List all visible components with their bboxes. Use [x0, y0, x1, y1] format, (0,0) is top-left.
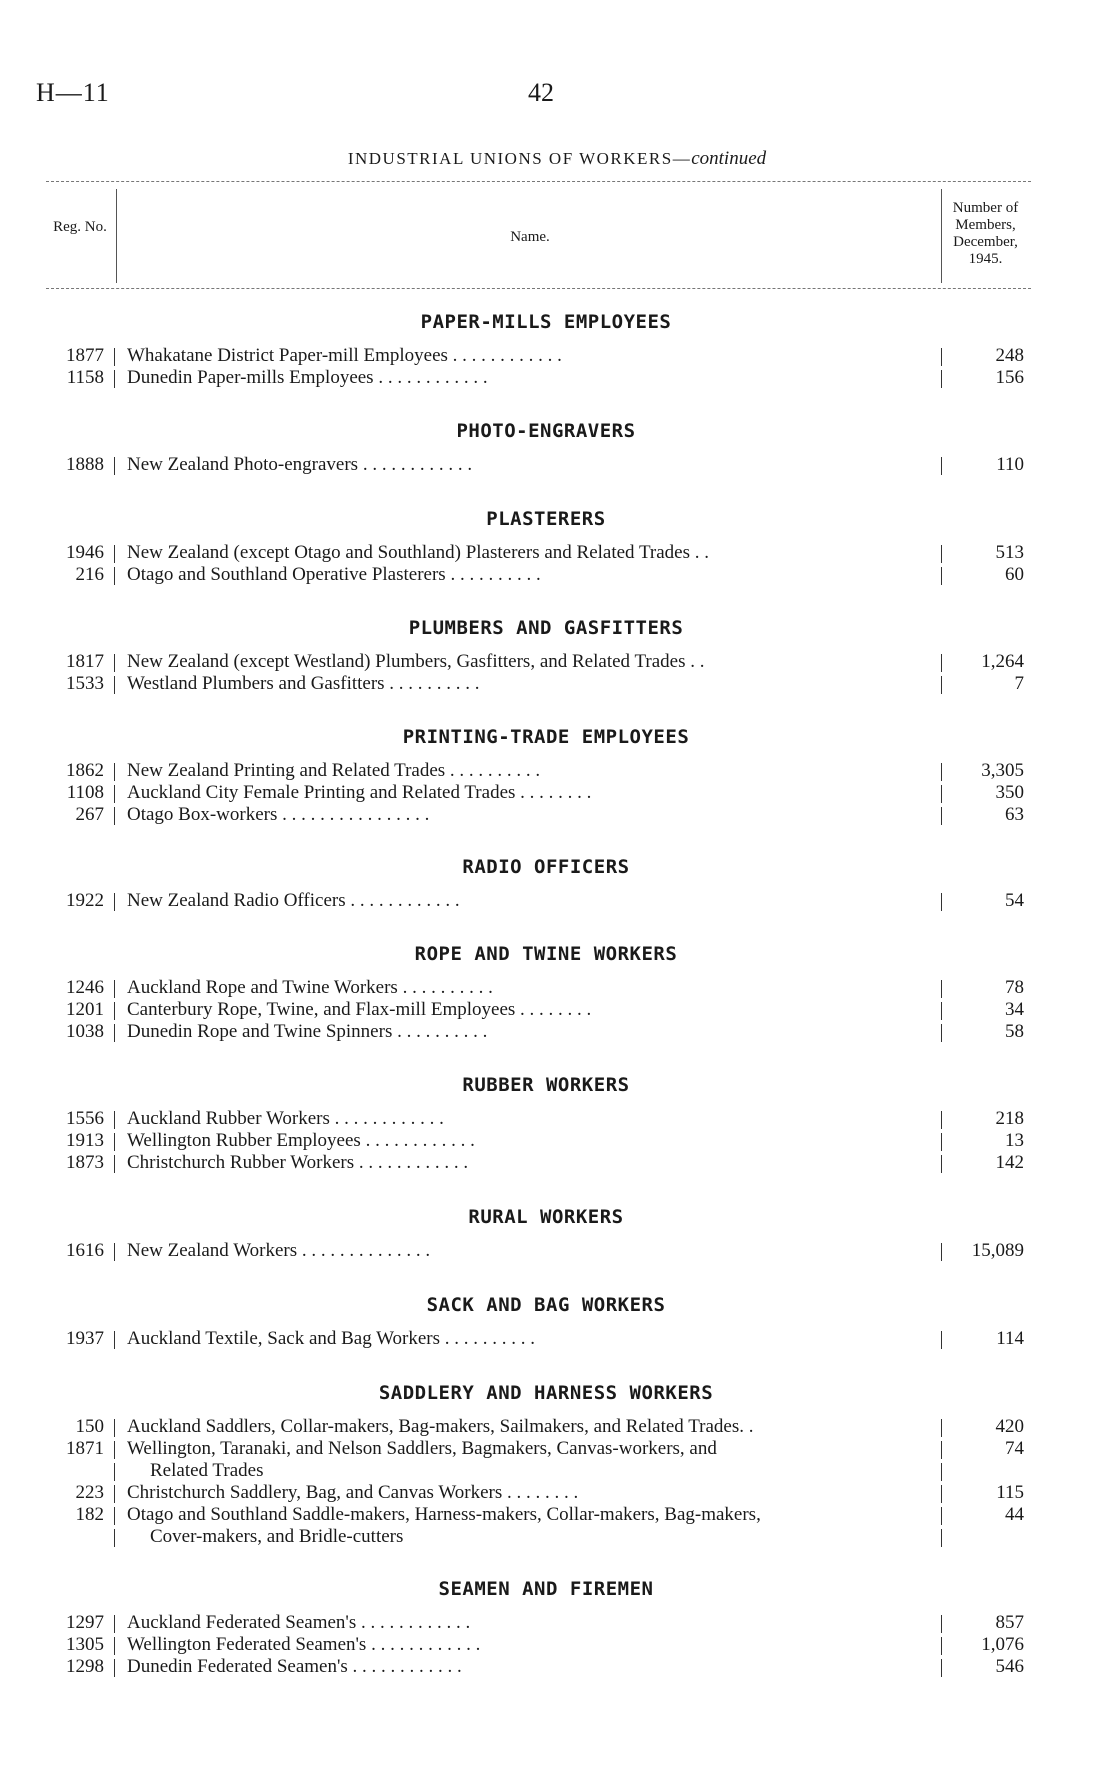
member-count: 420 [995, 1416, 1024, 1437]
column-rule-right [941, 1419, 942, 1437]
column-rule-right [941, 1463, 942, 1481]
union-name: New Zealand Workers . . . . . . . . . . . . . . [127, 1240, 431, 1261]
table-row [46, 782, 1031, 804]
table-row [46, 564, 1031, 586]
table-header-rule [46, 288, 1031, 289]
section-title: RADIO OFFICERS [462, 856, 630, 878]
union-name: Auckland Federated Seamen's . . . . . . . . . . . . [127, 1612, 471, 1633]
column-header-members: Number of Members, December, 1945. [952, 200, 1019, 267]
column-rule-right [941, 1441, 942, 1459]
column-rule-left [114, 1419, 115, 1437]
reg-number: 150 [75, 1416, 104, 1437]
union-name: Canterbury Rope, Twine, and Flax-mill Employees . . . . . . . . [127, 999, 592, 1020]
reg-number: 1817 [66, 651, 104, 672]
reg-number: 1201 [66, 999, 104, 1020]
column-rule-right [941, 1133, 942, 1151]
column-rule-left [114, 980, 115, 998]
section-title: SACK AND BAG WORKERS [426, 1294, 666, 1316]
member-count: 60 [1005, 564, 1024, 585]
union-name: Wellington Rubber Employees . . . . . . . . . . . . [127, 1130, 475, 1151]
union-name: Otago and Southland Operative Plasterers . . . . . . . . . . [127, 564, 541, 585]
column-rule-right [941, 1243, 942, 1261]
reg-number: 1158 [66, 367, 104, 388]
union-name: Auckland City Female Printing and Related Trades . . . . . . . . [127, 782, 592, 803]
member-count: 58 [1005, 1021, 1024, 1042]
reg-number: 1946 [66, 542, 104, 563]
member-count: 78 [1005, 977, 1024, 998]
column-rule-left [114, 1441, 115, 1459]
column-rule-left [114, 370, 115, 388]
member-count: 34 [1005, 999, 1024, 1020]
member-count: 1,076 [981, 1634, 1024, 1655]
column-header-reg-no: Reg. No. [53, 219, 107, 235]
union-name: Westland Plumbers and Gasfitters . . . . . . . . . . [127, 673, 480, 694]
member-count: 1,264 [981, 651, 1024, 672]
union-name: New Zealand Radio Officers . . . . . . . . . . . . [127, 890, 460, 911]
table-row [46, 1328, 1031, 1350]
table-row [46, 1612, 1031, 1634]
column-rule-left [114, 1529, 115, 1547]
reg-number: 1862 [66, 760, 104, 781]
table-row [46, 890, 1031, 912]
reg-number: 1556 [66, 1108, 104, 1129]
member-count: 142 [995, 1152, 1024, 1173]
union-name: Dunedin Rope and Twine Spinners . . . . . . . . . . [127, 1021, 488, 1042]
member-count: 74 [1005, 1438, 1024, 1459]
member-count: 54 [1005, 890, 1024, 911]
running-title [0, 148, 1114, 170]
member-count: 114 [996, 1328, 1024, 1349]
section-title: SADDLERY AND HARNESS WORKERS [378, 1382, 714, 1404]
column-rule-right [941, 1331, 942, 1349]
column-rule-left [114, 348, 115, 366]
member-count: 218 [995, 1108, 1024, 1129]
column-header-name: Name. [510, 229, 550, 245]
column-rule-right [941, 1659, 942, 1677]
column-rule-right [941, 763, 942, 781]
column-rule-left [114, 893, 115, 911]
member-count: 110 [996, 454, 1024, 475]
union-name: Wellington Federated Seamen's . . . . . . . . . . . . [127, 1634, 481, 1655]
column-rule-right [941, 980, 942, 998]
section-title: ROPE AND TWINE WORKERS [414, 943, 678, 965]
column-rule-right [941, 785, 942, 803]
table-row [46, 1634, 1031, 1656]
header-divider-left [116, 189, 117, 283]
reg-number: 223 [75, 1482, 104, 1503]
column-rule-left [114, 1637, 115, 1655]
column-rule-right [941, 1111, 942, 1129]
column-rule-right [941, 1529, 942, 1547]
table-row [46, 1526, 1031, 1548]
table-row [46, 1021, 1031, 1043]
union-name-continuation: Related Trades [150, 1460, 264, 1481]
reg-number: 1305 [66, 1634, 104, 1655]
reg-number: 1922 [66, 890, 104, 911]
table-row [46, 1108, 1031, 1130]
reg-number: 1533 [66, 673, 104, 694]
reg-number: 1877 [66, 345, 104, 366]
table-top-rule [46, 181, 1031, 182]
column-rule-left [114, 785, 115, 803]
column-rule-left [114, 1111, 115, 1129]
column-rule-left [114, 1659, 115, 1677]
member-count: 13 [1005, 1130, 1024, 1151]
column-rule-left [114, 807, 115, 825]
column-rule-right [941, 807, 942, 825]
member-count: 44 [1005, 1504, 1024, 1525]
member-count: 248 [995, 345, 1024, 366]
section-title: PRINTING-TRADE EMPLOYEES [402, 726, 690, 748]
table-row [46, 1240, 1031, 1262]
running-title-text: INDUSTRIAL UNIONS OF WORKERS— [347, 149, 692, 168]
union-name: Auckland Rubber Workers . . . . . . . . . . . . [127, 1108, 444, 1129]
reg-number: 1038 [66, 1021, 104, 1042]
section-title: PAPER-MILLS EMPLOYEES [420, 311, 672, 333]
column-rule-right [941, 1485, 942, 1503]
column-rule-left [114, 1155, 115, 1173]
union-name: New Zealand (except Westland) Plumbers, Gasfitters, and Related Trades . . [127, 651, 705, 672]
member-count: 3,305 [981, 760, 1024, 781]
column-rule-left [114, 1024, 115, 1042]
column-rule-left [114, 457, 115, 475]
section-title: RUBBER WORKERS [462, 1074, 630, 1096]
table-row [46, 999, 1031, 1021]
page-reference: H—11 [36, 78, 110, 107]
table-row [46, 760, 1031, 782]
column-rule-right [941, 1507, 942, 1525]
table-row [46, 454, 1031, 476]
column-rule-right [941, 348, 942, 366]
union-name: Dunedin Federated Seamen's . . . . . . . . . . . . [127, 1656, 462, 1677]
table-row [46, 1130, 1031, 1152]
reg-number: 1108 [66, 782, 104, 803]
reg-number: 1871 [66, 1438, 104, 1459]
section-title: PLUMBERS AND GASFITTERS [408, 617, 684, 639]
member-count: 15,089 [971, 1240, 1024, 1261]
column-rule-right [941, 370, 942, 388]
table-row [46, 1460, 1031, 1482]
reg-number: 267 [75, 804, 104, 825]
reg-number: 1298 [66, 1656, 104, 1677]
union-name-continuation: Cover-makers, and Bridle-cutters [150, 1526, 404, 1547]
table-row [46, 651, 1031, 673]
table-row [46, 977, 1031, 999]
union-name: Wellington, Taranaki, and Nelson Saddlers, Bagmakers, Canvas-workers, and [127, 1438, 717, 1459]
column-rule-left [114, 676, 115, 694]
union-name: Christchurch Rubber Workers . . . . . . . . . . . . [127, 1152, 469, 1173]
member-count: 7 [1014, 673, 1024, 694]
section-title: PHOTO-ENGRAVERS [456, 420, 636, 442]
table-row [46, 542, 1031, 564]
table-row [46, 673, 1031, 695]
column-rule-right [941, 1024, 942, 1042]
running-title-continued: continued [691, 148, 767, 169]
column-rule-left [114, 1463, 115, 1481]
column-rule-left [114, 567, 115, 585]
table-row [46, 804, 1031, 826]
table-row [46, 1482, 1031, 1504]
column-rule-left [114, 1331, 115, 1349]
table-row [46, 1152, 1031, 1174]
column-rule-right [941, 893, 942, 911]
column-rule-left [114, 1002, 115, 1020]
union-name: New Zealand Printing and Related Trades . . . . . . . . . . [127, 760, 541, 781]
table-row [46, 345, 1031, 367]
column-rule-left [114, 654, 115, 672]
column-rule-right [941, 567, 942, 585]
union-name: Auckland Saddlers, Collar-makers, Bag-makers, Sailmakers, and Related Trades. . [127, 1416, 754, 1437]
reg-number: 182 [75, 1504, 104, 1525]
column-rule-left [114, 1243, 115, 1261]
union-name: New Zealand Photo-engravers . . . . . . . . . . . . [127, 454, 473, 475]
column-rule-right [941, 457, 942, 475]
union-name: New Zealand (except Otago and Southland) Plasterers and Related Trades . . [127, 542, 709, 563]
column-rule-left [114, 1485, 115, 1503]
section-title: RURAL WORKERS [468, 1206, 624, 1228]
member-count: 546 [995, 1656, 1024, 1677]
column-rule-left [114, 1615, 115, 1633]
reg-number: 216 [75, 564, 104, 585]
union-name: Christchurch Saddlery, Bag, and Canvas Workers . . . . . . . . [127, 1482, 579, 1503]
column-rule-right [941, 1615, 942, 1633]
table-row [46, 367, 1031, 389]
column-rule-right [941, 1637, 942, 1655]
column-rule-left [114, 763, 115, 781]
table-row [46, 1416, 1031, 1438]
member-count: 513 [995, 542, 1024, 563]
union-name: Dunedin Paper-mills Employees . . . . . . . . . . . . [127, 367, 488, 388]
member-count: 63 [1005, 804, 1024, 825]
page-number: 42 [528, 78, 554, 107]
column-rule-right [941, 545, 942, 563]
reg-number: 1913 [66, 1130, 104, 1151]
union-name: Whakatane District Paper-mill Employees . . . . . . . . . . . . [127, 345, 562, 366]
reg-number: 1297 [66, 1612, 104, 1633]
member-count: 115 [996, 1482, 1024, 1503]
column-rule-right [941, 1155, 942, 1173]
table-row [46, 1656, 1031, 1678]
column-rule-left [114, 545, 115, 563]
column-rule-right [941, 654, 942, 672]
member-count: 156 [995, 367, 1024, 388]
column-rule-right [941, 1002, 942, 1020]
column-rule-left [114, 1507, 115, 1525]
column-rule-left [114, 1133, 115, 1151]
reg-number: 1888 [66, 454, 104, 475]
column-rule-right [941, 676, 942, 694]
table-row [46, 1504, 1031, 1526]
reg-number: 1246 [66, 977, 104, 998]
section-title: PLASTERERS [486, 508, 606, 530]
reg-number: 1873 [66, 1152, 104, 1173]
reg-number: 1937 [66, 1328, 104, 1349]
table-row [46, 1438, 1031, 1460]
union-name: Otago Box-workers . . . . . . . . . . . . . . . . [127, 804, 430, 825]
union-name: Otago and Southland Saddle-makers, Harness-makers, Collar-makers, Bag-makers, [127, 1504, 761, 1525]
union-name: Auckland Rope and Twine Workers . . . . . . . . . . [127, 977, 493, 998]
section-title: SEAMEN AND FIREMEN [438, 1578, 654, 1600]
reg-number: 1616 [66, 1240, 104, 1261]
union-name: Auckland Textile, Sack and Bag Workers . . . . . . . . . . [127, 1328, 536, 1349]
member-count: 350 [995, 782, 1024, 803]
member-count: 857 [995, 1612, 1024, 1633]
